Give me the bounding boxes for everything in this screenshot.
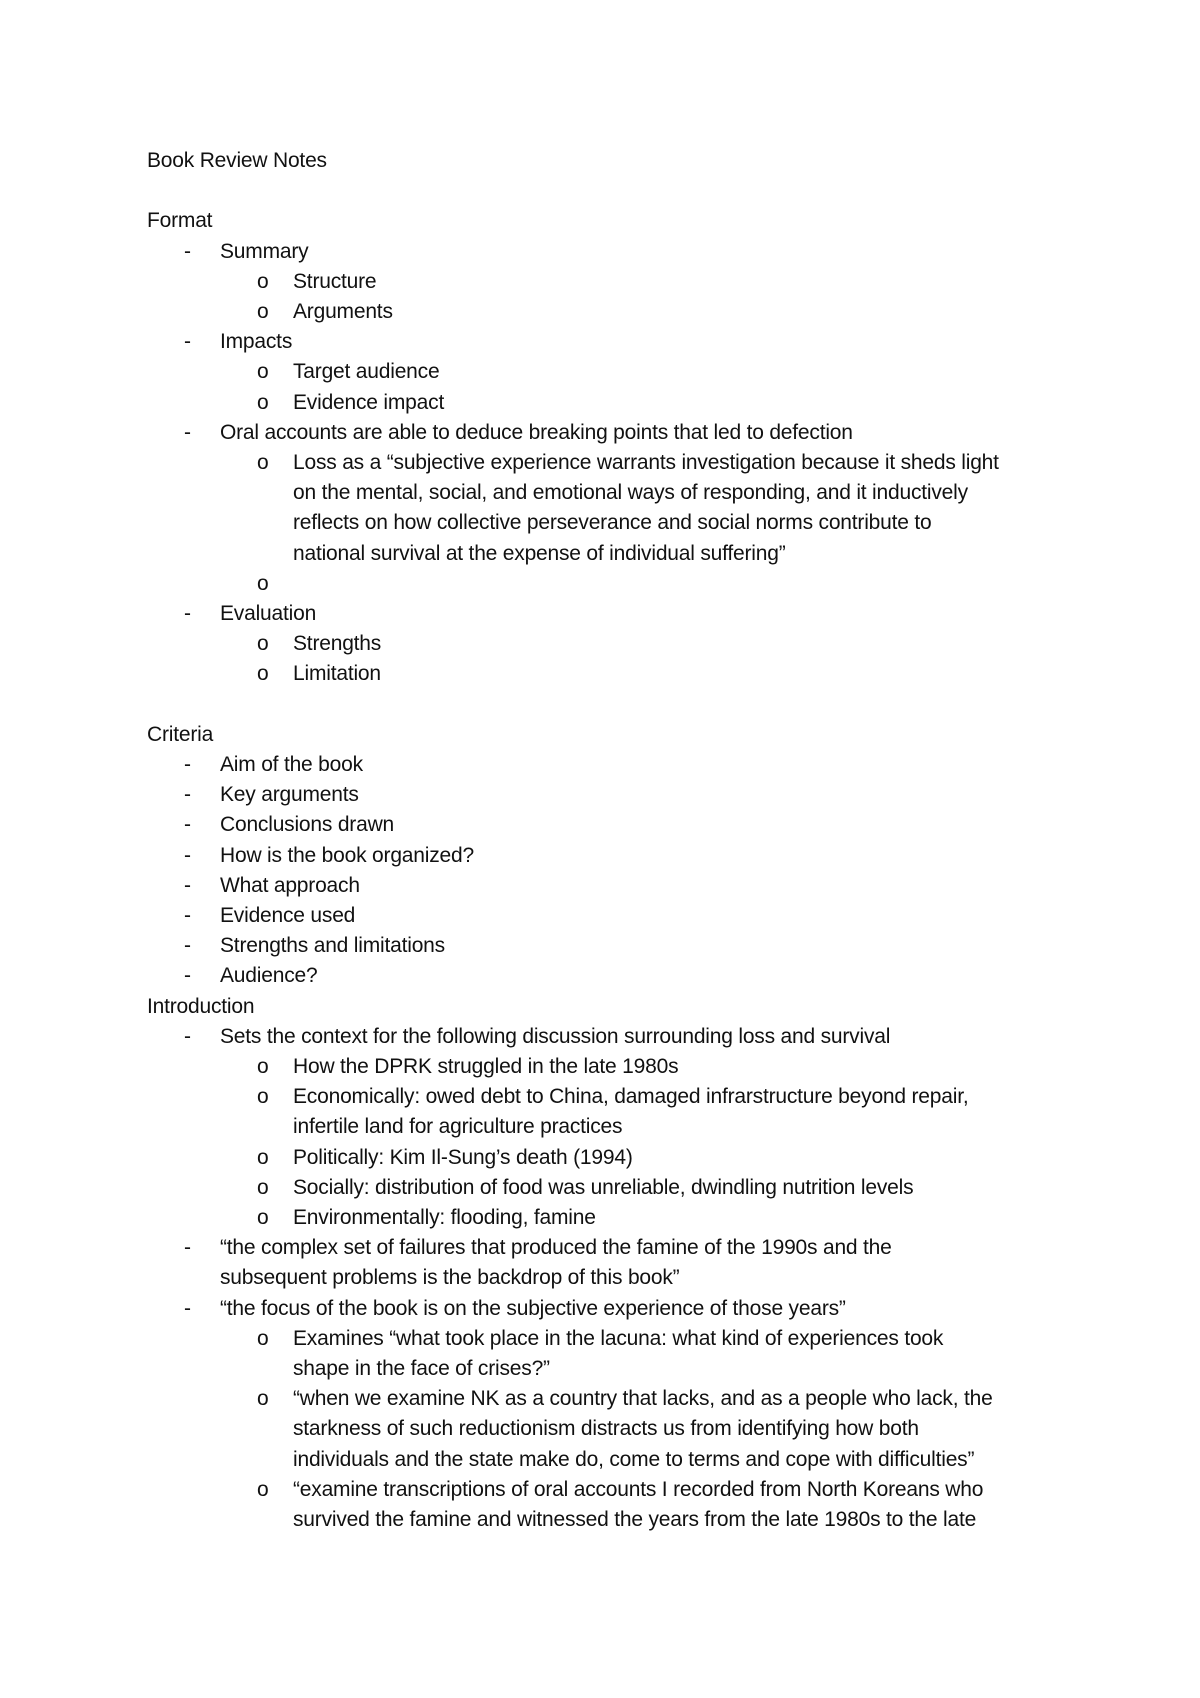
sub-list-continuation xyxy=(147,1505,1077,1535)
list-item-text: How is the book organized? xyxy=(220,843,474,867)
dash-bullet: - xyxy=(184,239,191,263)
list-item xyxy=(147,327,1077,357)
quote-continuation xyxy=(147,478,1077,508)
quote-line: subsequent problems is the backdrop of this book” xyxy=(220,1266,680,1290)
sub-list-item xyxy=(147,1143,1077,1173)
sub-list-item-text: Evidence impact xyxy=(293,390,445,414)
sub-list-item-text: Limitation xyxy=(293,662,381,686)
dash-bullet: - xyxy=(184,813,191,837)
circle-bullet: o xyxy=(257,300,269,323)
list-item-text: Summary xyxy=(220,239,309,263)
sub-list-item xyxy=(147,659,1077,689)
sub-list-item xyxy=(147,448,1077,478)
list-item xyxy=(147,841,1077,871)
sub-list-item-text: Arguments xyxy=(293,300,393,323)
sub-list-item-text: Examines “what took place in the lacuna: what kind of experiences took xyxy=(293,1326,944,1350)
list-item-text: Impacts xyxy=(220,330,293,354)
circle-bullet: o xyxy=(257,269,269,293)
circle-bullet: o xyxy=(257,1055,269,1079)
sub-list-item xyxy=(147,267,1077,297)
circle-bullet: o xyxy=(257,1387,269,1411)
dash-bullet: - xyxy=(184,602,191,626)
quote-line: “the complex set of failures that produced the famine of the 1990s and the xyxy=(220,1236,892,1260)
list-item-text: Conclusions drawn xyxy=(220,813,395,837)
list-item xyxy=(147,1233,1077,1263)
sub-list-item xyxy=(147,1384,1077,1414)
list-item xyxy=(147,871,1077,901)
section-heading-format: Format xyxy=(147,209,213,233)
dash-bullet: - xyxy=(184,420,191,444)
dash-bullet: - xyxy=(184,753,191,777)
circle-bullet: o xyxy=(257,1206,269,1230)
list-item xyxy=(147,961,1077,991)
quote-continuation xyxy=(147,508,1077,538)
list-item xyxy=(147,1294,1077,1324)
circle-bullet: o xyxy=(257,390,269,414)
quote-line: survived the famine and witnessed the years from the late 1980s to the late xyxy=(293,1508,977,1532)
document-body xyxy=(147,146,1077,1535)
sub-list-continuation xyxy=(147,1354,1077,1384)
list-item-text: Audience? xyxy=(220,964,318,988)
sub-list-item-text: Politically: Kim Il-Sung’s death (1994) xyxy=(293,1145,633,1169)
list-item xyxy=(147,780,1077,810)
sub-list-item xyxy=(147,1173,1077,1203)
spacer xyxy=(147,176,1077,206)
dash-bullet: - xyxy=(184,934,191,958)
dash-bullet: - xyxy=(184,843,191,867)
document-title: Book Review Notes xyxy=(147,149,327,172)
sub-list-item-text: infertile land for agriculture practices xyxy=(293,1115,623,1139)
quote-continuation xyxy=(147,539,1077,569)
section-heading-introduction: Introduction xyxy=(147,994,255,1018)
quote-line: national survival at the expense of individual suffering” xyxy=(293,541,786,565)
sub-list-item xyxy=(147,1203,1077,1233)
circle-bullet: o xyxy=(257,1145,269,1169)
quote-line: “when we examine NK as a country that lacks, and as a people who lack, the xyxy=(293,1387,993,1411)
list-item xyxy=(147,599,1077,629)
list-item-text: Key arguments xyxy=(220,783,359,807)
sub-list-item xyxy=(147,388,1077,418)
sub-list-continuation xyxy=(147,1445,1077,1475)
list-item-text: Evidence used xyxy=(220,904,356,928)
list-item-text: What approach xyxy=(220,873,360,897)
sub-list-continuation xyxy=(147,1112,1077,1142)
sub-list-item-text: shape in the face of crises?” xyxy=(293,1357,550,1381)
quote-line: individuals and the state make do, come to terms and cope with difficulties” xyxy=(293,1447,975,1471)
sub-list-item-text: Environmentally: flooding, famine xyxy=(293,1206,596,1230)
sub-list-item xyxy=(147,297,1077,327)
dash-bullet: - xyxy=(184,904,191,928)
circle-bullet: o xyxy=(257,1477,269,1501)
sub-list-item-text: Target audience xyxy=(293,360,440,384)
sub-list-item xyxy=(147,1324,1077,1354)
dash-bullet: - xyxy=(184,1236,191,1260)
quote-line: starkness of such reductionism distracts us from identifying how both xyxy=(293,1417,919,1441)
spacer xyxy=(147,690,1077,720)
list-item-text: Strengths and limitations xyxy=(220,934,445,958)
dash-bullet: - xyxy=(184,330,191,354)
sub-list-item xyxy=(147,1082,1077,1112)
quote-line: on the mental, social, and emotional ways of responding, and it inductively xyxy=(293,481,968,505)
sub-list-item-text: Strengths xyxy=(293,632,382,656)
list-item-text: Evaluation xyxy=(220,602,317,626)
circle-bullet: o xyxy=(257,662,269,686)
list-continuation xyxy=(147,1263,1077,1293)
dash-bullet: - xyxy=(184,873,191,897)
quote-line: “the focus of the book is on the subjective experience of those years” xyxy=(220,1296,846,1320)
list-item-text: Aim of the book xyxy=(220,753,363,777)
circle-bullet: o xyxy=(257,632,269,656)
sub-list-item xyxy=(147,1475,1077,1505)
dash-bullet: - xyxy=(184,964,191,988)
circle-bullet: o xyxy=(257,1326,269,1350)
sub-list-item xyxy=(147,1052,1077,1082)
circle-bullet: o xyxy=(257,571,269,595)
quote-line: Loss as a “subjective experience warrants investigation because it sheds light xyxy=(293,451,999,475)
list-item-text: Sets the context for the following discussion surrounding loss and survival xyxy=(220,1024,891,1048)
circle-bullet: o xyxy=(257,1175,269,1199)
list-item xyxy=(147,810,1077,840)
list-item xyxy=(147,237,1077,267)
list-item xyxy=(147,750,1077,780)
circle-bullet: o xyxy=(257,1085,269,1109)
dash-bullet: - xyxy=(184,1024,191,1048)
list-item xyxy=(147,418,1077,448)
sub-list-continuation xyxy=(147,1414,1077,1444)
section-heading-criteria: Criteria xyxy=(147,722,214,746)
dash-bullet: - xyxy=(184,1296,191,1320)
list-item xyxy=(147,901,1077,931)
circle-bullet: o xyxy=(257,451,269,475)
sub-list-item-text: Economically: owed debt to China, damaged infrarstructure beyond repair, xyxy=(293,1085,969,1109)
quote-line: reflects on how collective perseverance and social norms contribute to xyxy=(293,511,932,535)
list-item-text: Oral accounts are able to deduce breaking points that led to defection xyxy=(220,420,853,444)
empty-sub-list-item xyxy=(147,569,1077,599)
list-item xyxy=(147,1022,1077,1052)
circle-bullet: o xyxy=(257,360,269,384)
dash-bullet: - xyxy=(184,783,191,807)
quote-line: “examine transcriptions of oral accounts I recorded from North Koreans who xyxy=(293,1477,984,1501)
sub-list-item-text: Socially: distribution of food was unreliable, dwindling nutrition levels xyxy=(293,1175,914,1199)
sub-list-item xyxy=(147,629,1077,659)
sub-list-item xyxy=(147,357,1077,387)
sub-list-item-text: Structure xyxy=(293,269,377,293)
list-item xyxy=(147,931,1077,961)
sub-list-item-text: How the DPRK struggled in the late 1980s xyxy=(293,1055,679,1079)
